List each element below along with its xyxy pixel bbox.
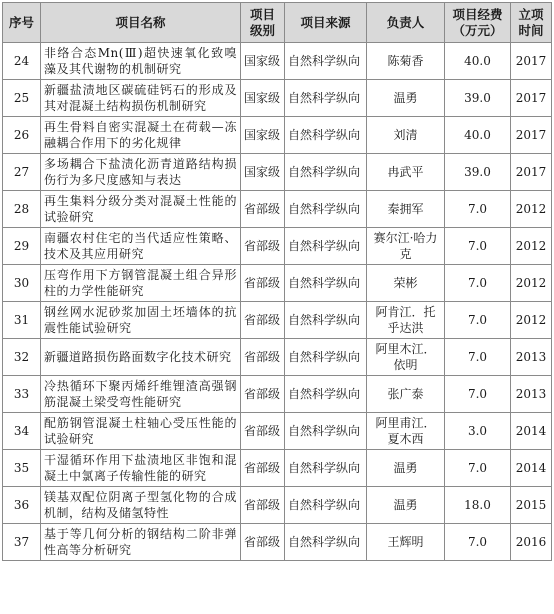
cell-level: 省部级 — [241, 450, 285, 487]
cell-project-name: 多场耦合下盐渍化沥青道路结构损伤行为多尺度感知与表达 — [41, 154, 241, 191]
cell-year: 2014 — [511, 450, 552, 487]
cell-fund: 40.0 — [445, 43, 511, 80]
cell-source: 自然科学纵向 — [285, 524, 367, 561]
cell-no: 32 — [3, 339, 41, 376]
cell-source: 自然科学纵向 — [285, 265, 367, 302]
cell-project-name: 基于等几何分析的钢结构二阶非弹性高等分析研究 — [41, 524, 241, 561]
header-person: 负责人 — [367, 3, 445, 43]
header-name: 项目名称 — [41, 3, 241, 43]
cell-source: 自然科学纵向 — [285, 302, 367, 339]
table-row — [3, 154, 552, 191]
table-row — [3, 191, 552, 228]
cell-project-name: 配筋钢管混凝土柱轴心受压性能的试验研究 — [41, 413, 241, 450]
cell-fund: 7.0 — [445, 191, 511, 228]
header-year: 立项时间 — [511, 3, 552, 43]
cell-no: 27 — [3, 154, 41, 191]
cell-no: 35 — [3, 450, 41, 487]
cell-project-name: 干湿循环作用下盐渍地区非饱和混凝土中氯离子传输性能的研究 — [41, 450, 241, 487]
cell-fund: 39.0 — [445, 80, 511, 117]
cell-fund: 40.0 — [445, 117, 511, 154]
cell-project-name: 南疆农村住宅的当代适应性策略、技术及其应用研究 — [41, 228, 241, 265]
cell-no: 25 — [3, 80, 41, 117]
cell-project-name: 压弯作用下方钢管混凝土组合异形柱的力学性能研究 — [41, 265, 241, 302]
header-source: 项目来源 — [285, 3, 367, 43]
cell-source: 自然科学纵向 — [285, 117, 367, 154]
cell-year: 2014 — [511, 413, 552, 450]
cell-level: 国家级 — [241, 80, 285, 117]
cell-no: 26 — [3, 117, 41, 154]
cell-level: 国家级 — [241, 43, 285, 80]
cell-project-name: 再生集料分级分类对混凝土性能的试验研究 — [41, 191, 241, 228]
cell-level: 省部级 — [241, 191, 285, 228]
table-row — [3, 43, 552, 80]
cell-level: 国家级 — [241, 117, 285, 154]
cell-person: 温勇 — [367, 487, 445, 524]
cell-level: 省部级 — [241, 265, 285, 302]
table-row — [3, 228, 552, 265]
table-row — [3, 80, 552, 117]
table-row — [3, 487, 552, 524]
cell-fund: 3.0 — [445, 413, 511, 450]
cell-person: 荣彬 — [367, 265, 445, 302]
cell-level: 省部级 — [241, 376, 285, 413]
cell-project-name: 非络合态Mn(Ⅲ)超快速氧化致嗅藻及其代谢物的机制研究 — [41, 43, 241, 80]
cell-no: 33 — [3, 376, 41, 413]
cell-fund: 7.0 — [445, 302, 511, 339]
cell-year: 2017 — [511, 154, 552, 191]
cell-project-name: 镁基双配位阴离子型氢化物的合成机制，结构及储氢特性 — [41, 487, 241, 524]
table-row — [3, 302, 552, 339]
cell-year: 2016 — [511, 524, 552, 561]
cell-project-name: 再生骨料自密实混凝土在荷载—冻融耦合作用下的劣化规律 — [41, 117, 241, 154]
cell-project-name: 钢丝网水泥砂浆加固土坯墙体的抗震性能试验研究 — [41, 302, 241, 339]
cell-fund: 7.0 — [445, 265, 511, 302]
table-row — [3, 339, 552, 376]
cell-person: 阿里甫江．夏木西 — [367, 413, 445, 450]
cell-source: 自然科学纵向 — [285, 228, 367, 265]
table-row — [3, 117, 552, 154]
cell-source: 自然科学纵向 — [285, 450, 367, 487]
cell-fund: 7.0 — [445, 376, 511, 413]
cell-person: 冉武平 — [367, 154, 445, 191]
cell-level: 国家级 — [241, 154, 285, 191]
table-row — [3, 265, 552, 302]
cell-no: 24 — [3, 43, 41, 80]
cell-year: 2017 — [511, 43, 552, 80]
cell-project-name: 冷热循环下聚丙烯纤维锂渣高强钢筋混凝土梁受弯性能研究 — [41, 376, 241, 413]
cell-no: 31 — [3, 302, 41, 339]
cell-project-name: 新疆盐渍地区碳硫硅钙石的形成及其对混凝土结构损伤机制研究 — [41, 80, 241, 117]
cell-fund: 7.0 — [445, 228, 511, 265]
cell-source: 自然科学纵向 — [285, 191, 367, 228]
project-table — [2, 2, 552, 561]
cell-fund: 7.0 — [445, 524, 511, 561]
cell-year: 2012 — [511, 191, 552, 228]
cell-level: 省部级 — [241, 228, 285, 265]
cell-year: 2012 — [511, 302, 552, 339]
cell-fund: 39.0 — [445, 154, 511, 191]
cell-fund: 18.0 — [445, 487, 511, 524]
cell-person: 秦拥军 — [367, 191, 445, 228]
cell-source: 自然科学纵向 — [285, 154, 367, 191]
header-fund: 项目经费（万元） — [445, 3, 511, 43]
cell-level: 省部级 — [241, 302, 285, 339]
cell-year: 2013 — [511, 339, 552, 376]
cell-no: 37 — [3, 524, 41, 561]
table-row — [3, 376, 552, 413]
cell-source: 自然科学纵向 — [285, 339, 367, 376]
cell-no: 30 — [3, 265, 41, 302]
header-row — [3, 3, 552, 43]
cell-level: 省部级 — [241, 413, 285, 450]
cell-person: 阿肯江．托乎达洪 — [367, 302, 445, 339]
cell-source: 自然科学纵向 — [285, 43, 367, 80]
header-level: 项目级别 — [241, 3, 285, 43]
cell-person: 陈菊香 — [367, 43, 445, 80]
cell-person: 张广泰 — [367, 376, 445, 413]
cell-person: 王辉明 — [367, 524, 445, 561]
cell-source: 自然科学纵向 — [285, 80, 367, 117]
cell-no: 29 — [3, 228, 41, 265]
cell-year: 2013 — [511, 376, 552, 413]
cell-fund: 7.0 — [445, 339, 511, 376]
cell-year: 2012 — [511, 265, 552, 302]
cell-person: 阿里木江．依明 — [367, 339, 445, 376]
cell-year: 2017 — [511, 117, 552, 154]
table-row — [3, 413, 552, 450]
cell-project-name: 新疆道路损伤路面数字化技术研究 — [41, 339, 241, 376]
cell-fund: 7.0 — [445, 450, 511, 487]
cell-no: 28 — [3, 191, 41, 228]
table-row — [3, 524, 552, 561]
cell-source: 自然科学纵向 — [285, 413, 367, 450]
cell-level: 省部级 — [241, 487, 285, 524]
cell-source: 自然科学纵向 — [285, 487, 367, 524]
cell-year: 2012 — [511, 228, 552, 265]
cell-source: 自然科学纵向 — [285, 376, 367, 413]
cell-year: 2015 — [511, 487, 552, 524]
cell-person: 温勇 — [367, 80, 445, 117]
header-no: 序号 — [3, 3, 41, 43]
cell-no: 34 — [3, 413, 41, 450]
cell-level: 省部级 — [241, 339, 285, 376]
cell-level: 省部级 — [241, 524, 285, 561]
cell-year: 2017 — [511, 80, 552, 117]
cell-person: 刘清 — [367, 117, 445, 154]
cell-person: 赛尔江·哈力克 — [367, 228, 445, 265]
cell-no: 36 — [3, 487, 41, 524]
cell-person: 温勇 — [367, 450, 445, 487]
table-row — [3, 450, 552, 487]
